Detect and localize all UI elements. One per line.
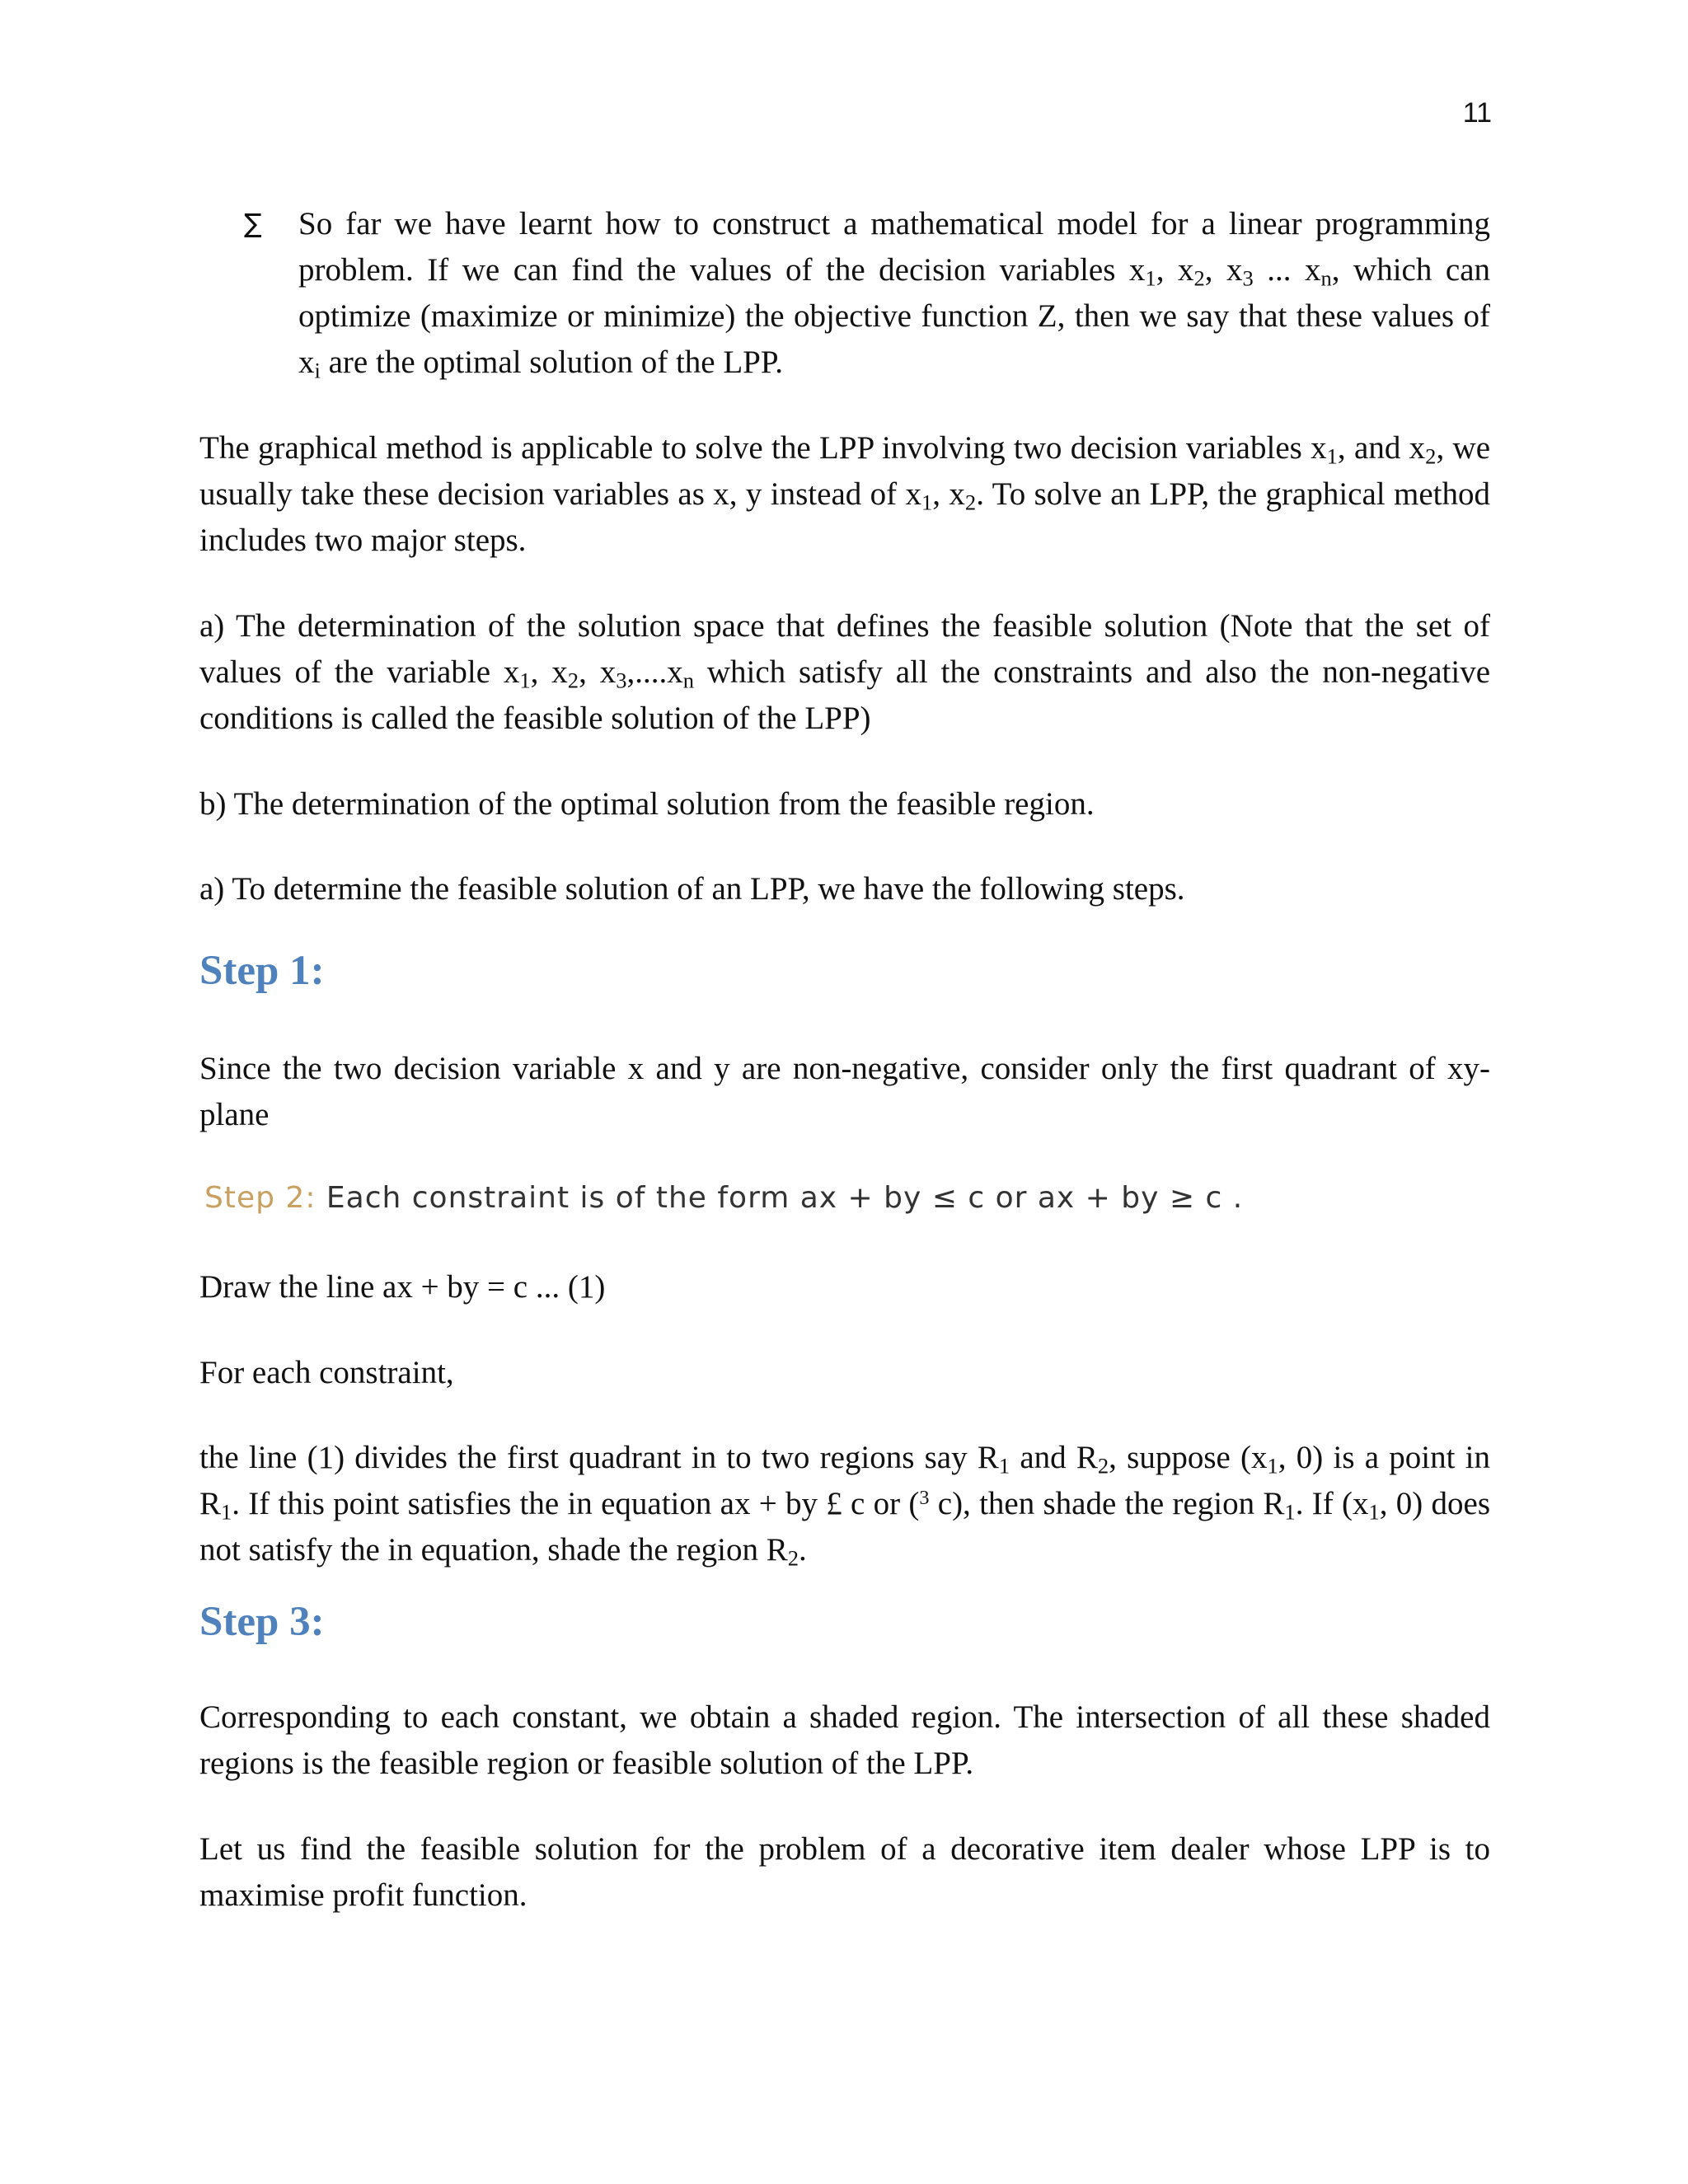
step-1-heading: Step 1: <box>199 948 325 994</box>
page-number: 11 <box>1462 97 1492 129</box>
step-1-text: Since the two decision variable x and y are non-negative, consider only the first quadrant of xy-plane <box>199 1051 1490 1132</box>
sigma-bullet-icon: ∑ <box>244 208 262 239</box>
draw-line-text: Draw the line ax + by = c ... (1) <box>199 1269 606 1305</box>
step-a-paragraph: a) The determination of the solution space that defines the feasible solution (Note that the set of values of the variable $x_1$, $x_2$, $x_3,....x_n$ which satisfy all the constraints and also the non-negative conditions is called the feasible solution of the LPP) <box>199 608 1491 736</box>
decorative-dealer-paragraph: Let us find the feasible solution for the problem of a decorative item dealer whose LPP is to maximise profit function. <box>199 1831 1490 1913</box>
step-2-label: Step 2: <box>204 1181 316 1215</box>
graphical-method-paragraph: The graphical method is applicable to solve the LPP involving two decision variables $x_1$, and $x_2$, we usually take these decision variables as x, y instead of $x_1$, $x_2$. To solve an LPP, the graphical method includes two major steps. <box>199 430 1490 558</box>
step-2-image-text <box>204 1175 1243 1221</box>
step-3-heading: Step 3: <box>199 1599 325 1645</box>
step-3-text: Corresponding to each constant, we obtain a shaded region. The intersection of all these shaded regions is the feasible region or feasible solution of the LPP. <box>199 1699 1490 1781</box>
feasible-steps-intro: a) To determine the feasible solution of an LPP, we have the following steps. <box>199 871 1185 907</box>
bullet-text: So far we have learnt how to construct a mathematical model for a linear programming problem. If we can find the values of the decision variables $x_1$, $x_2$, $x_3$ ... $x_n$, which can optimize (maximize or minimize) the objective function Z, then we say that these values of $x_i$ are the optimal solution of the LPP. <box>298 206 1491 383</box>
bullet-item <box>244 201 1490 386</box>
region-paragraph: the line (1) divides the first quadrant in to two regions say $R_1$ and $R_2$, suppose ($x_1$, 0) is a point in $R_1$. If this point satisfies the in equation ax + by £ c or ($^3$ c), then shade the region $R_1$. If ($x_1$, 0) does not satisfy the in equation, shade the region $R_2$. <box>199 1440 1490 1571</box>
each-constraint-text: For each constraint, <box>199 1355 454 1390</box>
step-b-paragraph: b) The determination of the optimal solution from the feasible region. <box>199 786 1095 822</box>
step-2-text: Each constraint is of the form ax + by ≤ c or ax + by ≥ c . <box>316 1181 1244 1215</box>
